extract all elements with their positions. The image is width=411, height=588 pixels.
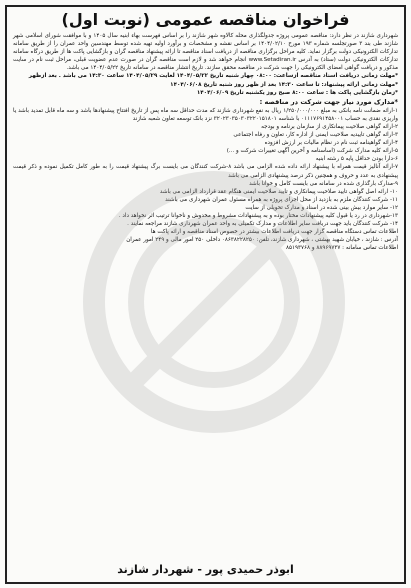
docs-heading: *مدارک مورد نیاز جهت شرکت در مناقصه :	[259, 97, 398, 106]
list-item: ۲-ارائه گواهی صلاحیت پیمانکاری از سازمان برنامه و بودجه	[261, 123, 398, 130]
notice-title: فراخوان مناقصه عمومی (نوبت اول)	[61, 10, 350, 29]
signature: ابوذر حمیدی پور - شهردار شازند	[117, 563, 294, 576]
open-time: *زمان بازگشایی پاکت ها : ساعت ۸:۰۰ صبح روز یکشنبه تاریخ ۱۴۰۴/۰۶/۰۹	[196, 89, 398, 96]
list-item: ۵-ارائه کلیه مدارک شرکت (اساسنامه و آخرین آگهی تغییرات شرکت و ...)	[226, 148, 398, 155]
requirements-list	[13, 107, 398, 228]
contact-phone: اطلاعات تماس سامانه : ۸۸۹۶۹۷۳۷ و ۸۵۱۹۳۷۶۸	[286, 245, 398, 252]
intro-paragraph: شهرداری شازند در نظر دارد: مناقصه عمومی پروژه جدولگذاری محله کالاوه شهر شازند را بر اساس فهرست بهاء ابنیه سال ۱۴۰۵ و با موافقت شورای اسلامی شهر شازند طی بند ۳ صورتجلسه شماره ۱۹۳ مورخ ۱۴۰۴/۰۲/۱۰ بر اساس نقشه و مشخصات و برآورد اولیه تهیه شده توسط مهندسین واحد عمران را از طریق سامانه تدارکات الکترونیکی دولت برگزار نماید. کلیه مراحل برگزاری مناقصه از دریافت اسناد مناقصه تا ارائه پیشنهاد مناقصه گران و بازگشایی پاکت ها از طریق درگاه سامانه تدارکات الکترونیکی دولت (ستاد) به آدرس www.Setadiran.ir انجام خواهد شد و لازم است مناقصه گران در صورت عدم عضویت قبلی، مراحل ثبت نام در سایت مذکور و دریافت گواهی امضای الکترونیکی را جهت شرکت در مناقصه محقق سازند. تاریخ انتشار مناقصه در سامانه تاریخ ۱۴۰۴/۰۵/۲۲ می باشد.	[13, 33, 399, 72]
receive-time: *مهلت زمانی دریافت اسناد مناقصه ازساعت: ۰۸:۰۰ چهار شنبه تاریخ ۱۴۰۴/۰۵/۲۲ لغایت ۱۴۰۴/۰۵/۲۹ ساعت ۱۴:۳۰ می باشد . بعد ازظهر	[28, 73, 398, 80]
list-item: ۴-ارائه گواهینامه ثبت نام در نظام مالیات بر ارزش افزوده	[264, 140, 398, 147]
list-item: ۹-مدارک بارگذاری شده در سامانه می بایست کامل و خوانا باشد	[249, 180, 398, 187]
list-item: ۱۴- شرکت کنندگان باید جهت دریافت سایر اطلاعات و مدارک تکمیلی به واحد عمران شهرداری شازند مراجعه نمایند .	[127, 221, 398, 228]
list-item: ۶-دارا بودن حداقل پایه ۵ رشته ابنیه	[315, 156, 398, 163]
contact-intro: اطلاعات تماس دستگاه مناقصه گزار جهت دریافت اطلاعات بیشتر در خصوص اسناد مناقصه و ارائه پاکت ها	[150, 229, 398, 236]
list-item: ۳-ارائه گواهی تاییدیه صلاحیت ایمنی از اداره کار، تعاون و رفاه اجتماعی	[233, 132, 398, 139]
submit-time: *مهلت زمانی ارائه پیشنهاد: تا ساعت ۱۴:۳۰ بعد از ظهر روز شنبه تاریخ ۱۴۰۴/۰۶/۰۸	[170, 81, 398, 88]
contact-address: آدرس : شازند ، خیابان شهید بهشتی ، شهرداری شازند، تلفن: ۰۸۶۳۸۲۲۸۲۵۰ داخلی ۲۵۰ امور مالی و ۲۴۹ امور عمران	[126, 237, 398, 244]
list-item: ۱-ارائه ضمانت نامه بانکی به مبلغ ۱/۲۵۰/۰۰۰/۰۰۰ ریال به نفع شهرداری شازند که مدت حداقل سه ماه پس از تاریخ افتتاح پیشنهادها باشد و سه ماه قابل تمدید باشد یا واریزی نقدی به حساب ۰۱۱۱۷۶۹۱۴۵۸۰۰۱ با شناسه ۳۲۰۲۳۰۳۵۰۳۰۳۲۲۰۱۵۱۸۰۱ نزد بانک توسعه تعاون شعبه شازند	[13, 107, 398, 122]
list-item: ۱۱- شرکت کنندگان ملزم به بازدید از محل اجرای پروژه به همراه مسئول عمران شهرداری می باشند	[165, 196, 398, 203]
notice-frame	[5, 5, 406, 584]
list-item: ۱۰- ارائه اصل گواهی تایید صلاحیت پیمانکاری و تایید صلاحیت ایمنی هنگام عقد قرارداد الزامی می باشد	[159, 188, 398, 195]
list-item: ۱۳-شهرداری در رد یا قبول کلیه پیشنهادات مختار بوده و به پیشنهادات مشروط و مخدوش و ناخوانا ترتیب اثر نخواهد داد .	[118, 212, 398, 219]
list-item: ۱۲- سایر موارد بیش بینی شده در اسناد و مدارک تحویلی از سایت	[245, 204, 398, 211]
list-item: ۷-ارائه آنالیز قیمت همراه با پیشنهاد ارائه داده شده الزامی می باشد ۸-شرکت کنندگان می بایست برگ پیشنهاد قیمت را به طور کامل تکمیل نموده و ذکر قیمت پیشنهادی به عدد و حروف و همچنین ذکر درصد پیشنهادی الزامی می باشد	[13, 164, 398, 179]
